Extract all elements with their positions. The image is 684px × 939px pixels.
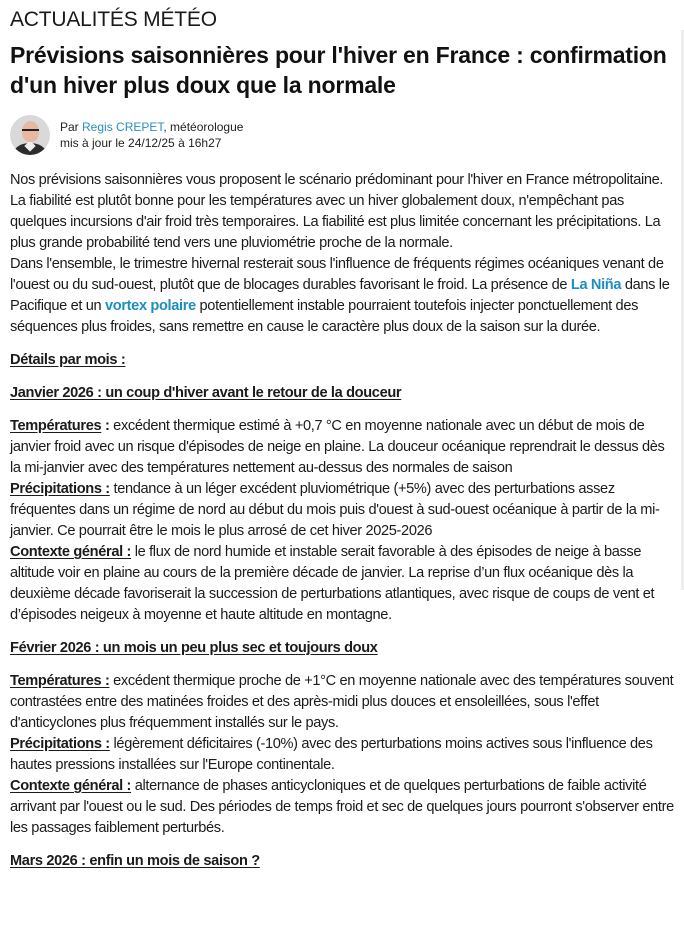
january-temperatures: Températures : excédent thermique estimé à +0,7 °C en moyenne nationale avec un début de mois de janvier froid avec un risque d'épisodes de neige en plaine. La douceur océanique reprendrait le dessus dès la mi-janvier avec des températures nettement au-dessus des normales de saison [10, 418, 665, 476]
precipitations-label: Précipitations : [10, 736, 110, 752]
february-context: Contexte général : alternance de phases anticycloniques et de quelques perturbations de faible activité arrivant par l'ouest ou le sud. Des périodes de temps froid et sec de quelques jours pourront s'observer entre les passages faiblement perturbés. [10, 778, 674, 836]
precipitations-label: Précipitations : [10, 481, 110, 497]
january-context: Contexte général : le flux de nord humide et instable serait favorable à des épisodes de neige à basse altitude voir en plaine au cours de la première décade de janvier. La reprise d’un flux océanique dès la deuxième décade favoriserait la succession de perturbations atlantiques, avec risque de coups de vent et d’épisodes neigeux à moyenne et haute altitude en montagne. [10, 544, 655, 623]
month-heading-february: Février 2026 : un mois un peu plus sec et toujours doux [10, 640, 378, 656]
month-heading-january: Janvier 2026 : un coup d'hiver avant le retour de la douceur [10, 385, 402, 401]
february-temperatures: Températures : excédent thermique proche de +1°C en moyenne nationale avec des températures souvent contrastées entre des matinées froides et des après-midi plus douces et ensoleillées, sous l'effet d'anticyclones plus fréquemment installés sur le pays. [10, 673, 674, 731]
author-role: , météorologue [163, 120, 244, 134]
byline-author-line [60, 119, 243, 135]
author-link[interactable]: Regis CREPET [82, 120, 164, 134]
byline [10, 113, 243, 157]
article-body [10, 170, 678, 872]
month-heading-march: Mars 2026 : enfin un mois de saison ? [10, 853, 260, 869]
intro-paragraph-1: Nos prévisions saisonnières vous proposent le scénario prédominant pour l'hiver en France métropolitaine. La fiabilité est plutôt bonne pour les températures avec un hiver globalement doux, n'empêchant pas quelques incursions d'air froid très temporaires. La fiabilité est plus limitée concernant les précipitations. La plus grande probabilité tend vers une pluviométrie proche de la normale. [10, 172, 664, 251]
section-kicker: ACTUALITÉS MÉTÉO [10, 8, 217, 31]
context-label: Contexte général : [10, 544, 132, 560]
february-precipitations: Précipitations : légèrement déficitaires (-10%) avec des perturbations moins actives sous l'influence des hautes pressions installées sur l'Europe continentale. [10, 736, 653, 773]
january-precipitations: Précipitations : tendance à un léger excédent pluviométrique (+5%) avec des perturbations assez fréquentes dans un régime de nord au début du mois puis d'ouest à sud-ouest océanique à partir de la mi-janvier. Ce pourrait être le mois le plus arrosé de cet hiver 2025-2026 [10, 481, 660, 539]
byline-prefix: Par [60, 120, 83, 134]
byline-text [60, 119, 243, 151]
temperatures-label: Températures [10, 418, 102, 434]
la-nina-link[interactable]: La Niña [570, 277, 622, 293]
context-label: Contexte général : [10, 778, 132, 794]
article-title: Prévisions saisonnières pour l'hiver en France : confirmation d'un hiver plus doux que la normale [10, 42, 667, 98]
updated-timestamp: mis à jour le 24/12/25 à 16h27 [60, 136, 222, 150]
details-heading: Détails par mois : [10, 352, 126, 368]
intro-paragraph-2: Dans l'ensemble, le trimestre hivernal resterait sous l'influence de fréquents régimes océaniques venant de l'ouest ou du sud-ouest, plutôt que de blocages durables favorisant le froid. La présence de La Niña dans le Pacifique et un vortex polaire potentiellement instable pourraient toutefois injecter ponctuellement des séquences plus froides, sans remettre en cause le caractère plus doux de la saison sur la durée. [10, 256, 670, 335]
temperatures-label: Températures : [10, 673, 110, 689]
author-avatar[interactable] [10, 115, 50, 155]
vortex-polaire-link[interactable]: vortex polaire [105, 298, 196, 314]
